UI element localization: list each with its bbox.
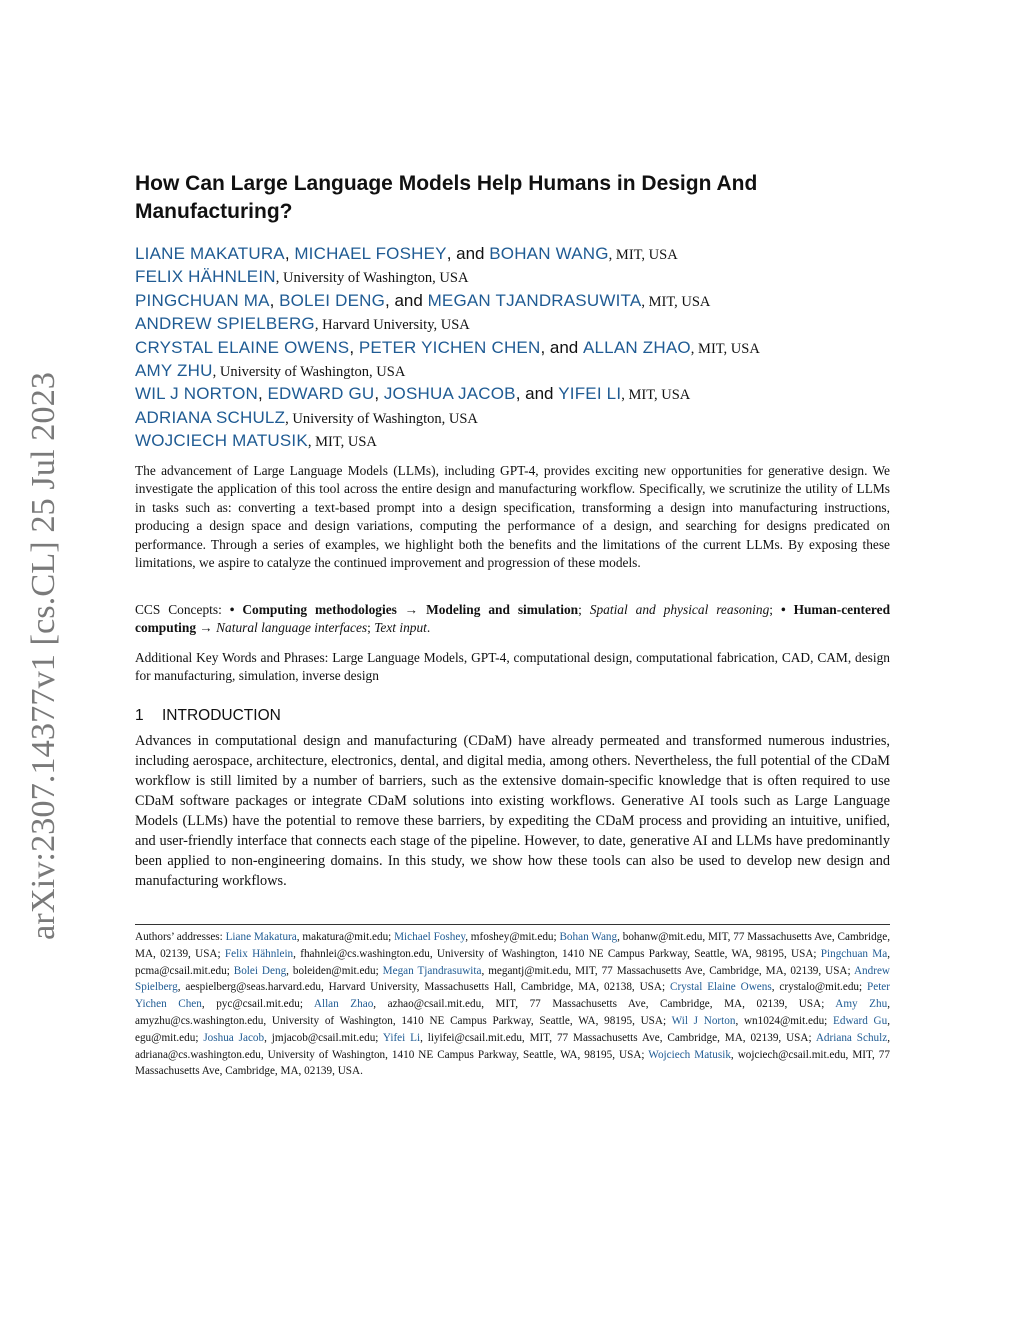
footnote-author-link[interactable]: Amy Zhu — [835, 998, 888, 1011]
footnote-text: , makatura@mit.edu; — [296, 931, 395, 943]
author-separator: , and — [515, 384, 559, 404]
author-affiliation: , Harvard University, USA — [314, 317, 470, 334]
author-name[interactable]: MEGAN TJANDRASUWITA — [427, 290, 642, 310]
author-name[interactable]: BOHAN WANG — [489, 244, 609, 263]
footnote-text: , aespielberg@seas.harvard.edu, Harvard University, Massachusetts Hall, Cambridge, MA, 02138, USA; — [177, 981, 670, 994]
footnote-author-link[interactable]: Bohan Wang — [559, 931, 618, 943]
ccs-label: CCS Concepts: — [135, 602, 230, 617]
author-name[interactable]: AMY ZHU — [135, 360, 213, 380]
author-name[interactable]: EDWARD GU — [267, 384, 375, 404]
footnote-author-link[interactable]: Wil J Norton — [671, 1014, 736, 1027]
author-name[interactable]: PETER YICHEN CHEN — [358, 337, 541, 357]
footnote-text: , fhahnlei@cs.washington.edu, University of Washington, 1410 NE Campus Parkway, Seattle, WA, 98195, USA; — [293, 947, 821, 960]
author-line — [135, 312, 890, 335]
footnote-text: , mfoshey@mit.edu; — [465, 931, 560, 943]
footnote-text: , amyzhu@cs.washington.edu, University of Washington, 1410 NE Campus Parkway, Seattle, WA, 98195, USA; — [135, 998, 890, 1027]
author-affiliation: , University of Washington, USA — [212, 363, 406, 380]
footnote-text: , jmjacob@csail.mit.edu; — [264, 1031, 383, 1044]
ccs-concept-secondary: Text input — [374, 620, 427, 636]
footnote-author-link[interactable]: Andrew Spielberg — [135, 964, 890, 994]
ccs-concept-primary: • Human-centered computing → — [135, 602, 891, 636]
footnote-text: , azhao@csail.mit.edu, MIT, 77 Massachusetts Ave, Cambridge, MA, 02139, USA; — [373, 998, 836, 1011]
ccs-concepts — [135, 601, 890, 638]
author-separator: , and — [446, 244, 490, 263]
abstract: The advancement of Large Language Models (LLMs), including GPT-4, provides exciting new opportunities for generative design. We investigate the application of this tool across the entire design and manufacturing workflow. Specifically, we scrutinize the utility of LLMs in tasks such as: converting a text-based prompt into a design specification, transforming a design into manufacturing instructions, producing a design space and design variations, computing the performance of a design, and searching for designs predicated on performance. Through a series of examples, we highlight both the benefits and the limitations of the current LLMs. By exposing these limitations, we aspire to catalyze the continued improvement and progression of these models. — [135, 463, 890, 571]
author-name[interactable]: ALLAN ZHAO — [582, 337, 691, 357]
author-separator: , and — [540, 337, 583, 357]
author-line — [135, 265, 890, 288]
author-name[interactable]: JOSHUA JACOB — [383, 384, 516, 404]
author-name[interactable]: WIL J NORTON — [135, 384, 258, 404]
footnote-text: Authors’ addresses: — [135, 931, 226, 943]
additional-keywords: Additional Key Words and Phrases: Large Language Models, GPT-4, computational design, computational fabrication, CAD, CAM, design for manufacturing, simulation, inverse design — [135, 650, 890, 684]
ccs-separator: ; — [769, 602, 781, 617]
footnote-author-link[interactable]: Yifei Li — [382, 1031, 421, 1044]
footnote-author-link[interactable]: Adriana Schulz — [815, 1031, 888, 1044]
footnote-author-link[interactable]: Allan Zhao — [313, 998, 374, 1011]
author-name[interactable]: CRYSTAL ELAINE OWENS — [135, 337, 350, 357]
author-line — [135, 336, 890, 359]
author-name[interactable]: ANDREW SPIELBERG — [135, 314, 315, 334]
section-number: 1 — [135, 707, 144, 724]
footnote-author-link[interactable]: Crystal Elaine Owens — [669, 981, 772, 994]
author-name[interactable]: LIANE MAKATURA — [135, 244, 285, 263]
footnote-text: , boleiden@mit.edu; — [286, 964, 383, 977]
authors-addresses-footnote — [135, 929, 890, 1080]
footnote-author-link[interactable]: Liane Makatura — [225, 931, 297, 943]
footnote-author-link[interactable]: Joshua Jacob — [203, 1031, 265, 1044]
author-affiliation: , MIT, USA — [608, 247, 678, 263]
section-heading-introduction — [135, 706, 890, 726]
footnote-author-link[interactable]: Peter Yichen Chen — [135, 981, 891, 1011]
author-affiliation: , MIT, USA — [621, 387, 691, 404]
author-name[interactable]: BOLEI DENG — [279, 290, 386, 310]
footnote-author-link[interactable]: Pingchuan Ma — [820, 947, 888, 960]
ccs-concept-secondary: Natural language interfaces — [216, 620, 368, 636]
author-affiliation: , University of Washington, USA — [275, 270, 469, 287]
author-separator: , — [269, 290, 280, 310]
footnote-text: , wn1024@mit.edu; — [735, 1014, 834, 1027]
author-name[interactable]: MICHAEL FOSHEY — [294, 244, 447, 263]
author-line — [135, 289, 890, 312]
introduction-paragraph: Advances in computational design and manufacturing (CDaM) have already permeated and transformed numerous industries, including aerospace, architecture, electronics, dental, and digital media, among others. Nevertheless, the full potential of the CDaM workflow is still limited by a number of barriers, such as the extensive domain-specific knowledge that is often required to use CDaM software packages or integrate CDaM solutions into existing workflows. Generative AI tools such as Large Language Models (LLMs) have the potential to remove these barriers, by expediting the CDaM process and providing an intuitive, unified, and user-friendly interface that connects each stage of the pipeline. However, to date, generative AI and LLMs have predominantly been applied to non-engineering domains. In this study, we show how these tools can also be used to develop new design and manufacturing workflows. — [135, 733, 890, 889]
author-name[interactable]: YIFEI LI — [558, 384, 622, 404]
ccs-concept-secondary: Spatial and physical reasoning — [589, 602, 770, 617]
author-line — [135, 429, 890, 452]
footnote-text: , crystalo@mit.edu; — [771, 981, 868, 994]
author-affiliation: , MIT, USA — [690, 340, 760, 357]
ccs-end: . — [426, 620, 431, 636]
author-line — [135, 242, 890, 265]
footnote-text: , wojciech@csail.mit.edu, MIT, 77 Massachusetts Ave, Cambridge, MA, 02139, USA. — [135, 1048, 890, 1078]
author-separator: , and — [385, 290, 428, 310]
footnote-author-link[interactable]: Michael Foshey — [394, 931, 466, 943]
arxiv-identifier — [25, 370, 62, 940]
arxiv-identifier-text: arXiv:2307.14377v1 [cs.CL] 25 Jul 2023 — [25, 379, 62, 940]
author-line — [135, 359, 890, 382]
ccs-separator: ; — [578, 602, 590, 617]
ccs-concept-primary: • Computing methodologies → Modeling and simulation — [229, 602, 579, 617]
author-line — [135, 382, 890, 405]
footnote-author-link[interactable]: Edward Gu — [833, 1014, 888, 1027]
footnote-text: , pcma@csail.mit.edu; — [135, 947, 890, 977]
footnote-text: , adriana@cs.washington.edu, University of Washington, 1410 NE Campus Parkway, Seattle, WA, 98195, USA; — [135, 1031, 890, 1061]
author-affiliation: , University of Washington, USA — [285, 410, 478, 427]
footnote-author-link[interactable]: Felix Hähnlein — [224, 947, 294, 960]
author-name[interactable]: FELIX HÄHNLEIN — [135, 267, 276, 287]
author-affiliation: , MIT, USA — [307, 434, 377, 451]
footnote-text: , egu@mit.edu; — [135, 1014, 890, 1044]
author-name[interactable]: WOJCIECH MATUSIK — [135, 431, 308, 451]
author-name[interactable]: ADRIANA SCHULZ — [135, 407, 286, 427]
ccs-separator: ; — [367, 620, 375, 636]
footnote-text: , liyifei@csail.mit.edu, MIT, 77 Massachusetts Ave, Cambridge, MA, 02139, USA; — [420, 1031, 816, 1044]
author-separator: , — [374, 384, 384, 404]
author-separator: , — [349, 337, 359, 357]
author-separator: , — [284, 244, 295, 263]
paper-title: How Can Large Language Models Help Humans in Design And Manufacturing? — [135, 172, 758, 223]
author-line — [135, 406, 890, 429]
footnote-author-link[interactable]: Megan Tjandrasuwita — [382, 964, 482, 977]
footnote-author-link[interactable]: Wojciech Matusik — [648, 1048, 731, 1061]
footnote-text: , pyc@csail.mit.edu; — [201, 998, 314, 1011]
footnote-text: , megantj@mit.edu, MIT, 77 Massachusetts Ave, Cambridge, MA, 02139, USA; — [481, 964, 854, 977]
footnote-divider — [135, 924, 890, 925]
author-affiliation: , MIT, USA — [641, 293, 711, 310]
footnote-author-link[interactable]: Bolei Deng — [233, 964, 287, 977]
author-name[interactable]: PINGCHUAN MA — [135, 290, 270, 310]
author-list — [135, 242, 890, 453]
author-separator: , — [258, 384, 268, 404]
footnote-text: , bohanw@mit.edu, MIT, 77 Massachusetts Ave, Cambridge, MA, 02139, USA; — [135, 931, 891, 960]
section-title: INTRODUCTION — [162, 707, 281, 724]
